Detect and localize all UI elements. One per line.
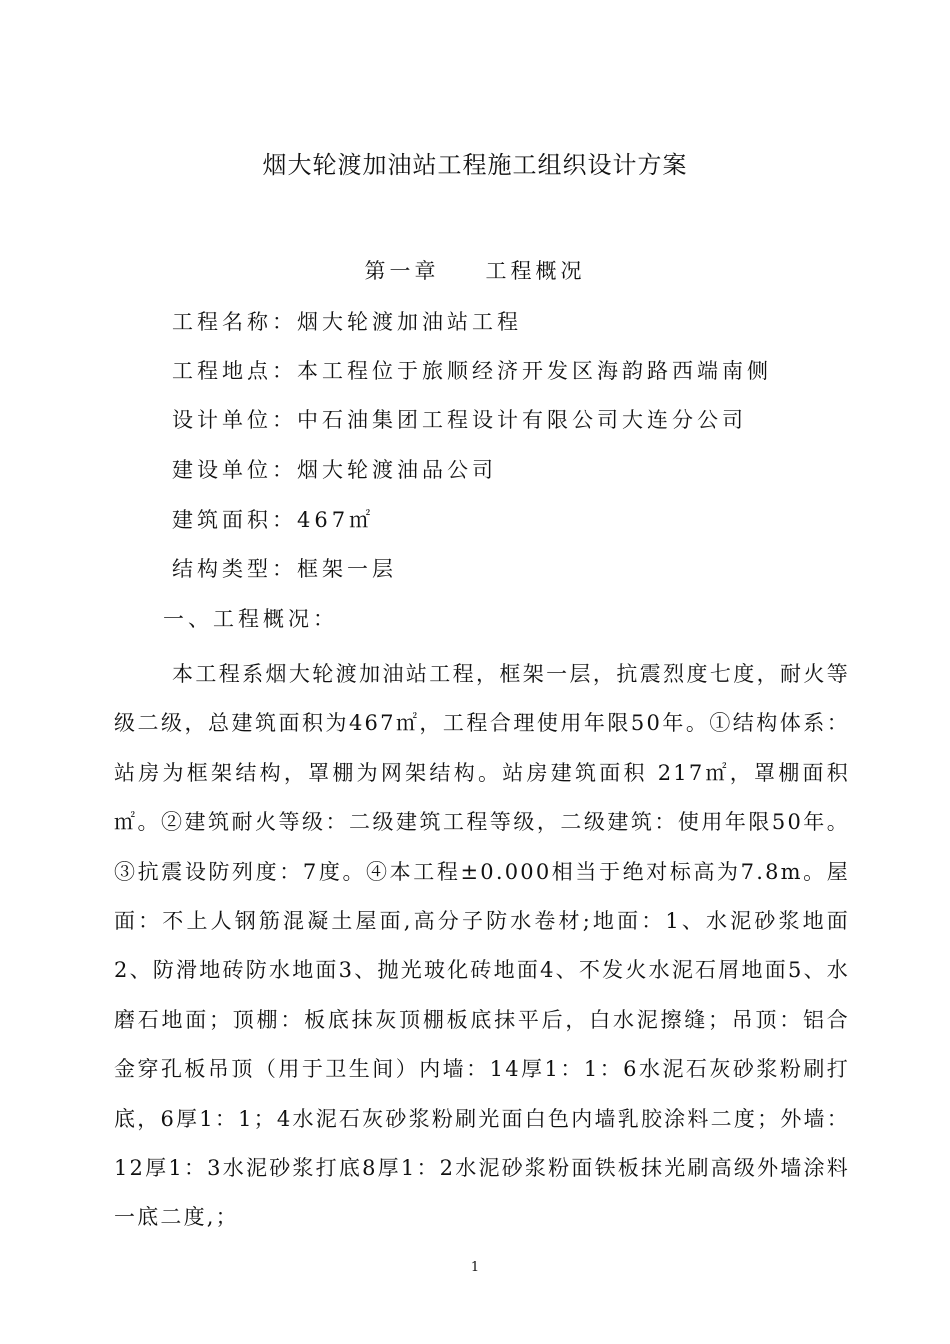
chapter-name: 工程概况 [485,259,586,283]
section-heading: 一、工程概况： [163,607,338,631]
info-label: 建筑面积： [172,508,297,532]
info-row-building-area [172,504,872,536]
info-value: 烟大轮渡油品公司 [297,458,497,482]
info-label: 工程地点： [172,359,297,383]
info-row-project-name [172,306,872,338]
document-title: 烟大轮渡加油站工程施工组织设计方案 [262,151,688,179]
info-value: 烟大轮渡加油站工程 [297,310,522,334]
info-label: 设计单位： [172,408,297,432]
info-row-construction-unit [172,454,872,486]
info-value: 467㎡ [297,508,375,532]
body-paragraph: 本工程系烟大轮渡加油站工程，框架一层，抗震烈度七度，耐火等级二级，总建筑面积为467㎡，工程合理使用年限50年。①结构体系： 站房为框架结构，罩棚为网架结构。站房建筑面积 217㎡，罩棚面积㎡。②建筑耐火等级：二级建筑工程等级，二级建筑：使用年限50年。③抗震设防列度：7度。④本工程±0.000相当于绝对标高为7.8m。屋面：不上人钢筋混凝土屋面,高分子防水卷材;地面：1、水泥砂浆地面2、防滑地砖防水地面3、抛光玻化砖地面4、不发火水泥石屑地面5、水磨石地面；顶棚：板底抹灰顶棚板底抹平后，白水泥擦缝；吊顶：铝合金穿孔板吊顶（用于卫生间）内墙：14厚1：1：6水泥石灰砂浆粉刷打底，6厚1：1；4水泥石灰砂浆粉刷光面白色内墙乳胶涂料二度；外墙：12厚1：3水泥砂浆打底8厚1：2水泥砂浆粉面铁板抹光刷高级外墙涂料一底二度,； [114,662,850,1230]
info-label: 建设单位： [172,458,297,482]
info-row-structure-type [172,553,872,585]
info-label: 工程名称： [172,310,297,334]
page-number: 1 [470,1260,480,1275]
info-row-project-location [172,355,872,387]
chapter-number: 第一章 [364,259,440,283]
info-value: 本工程位于旅顺经济开发区海韵路西端南侧 [297,359,772,383]
chapter-heading [0,255,950,287]
info-row-design-unit [172,404,872,436]
info-label: 结构类型： [172,557,297,581]
info-value: 中石油集团工程设计有限公司大连分公司 [297,408,747,432]
info-value: 框架一层 [297,557,397,581]
